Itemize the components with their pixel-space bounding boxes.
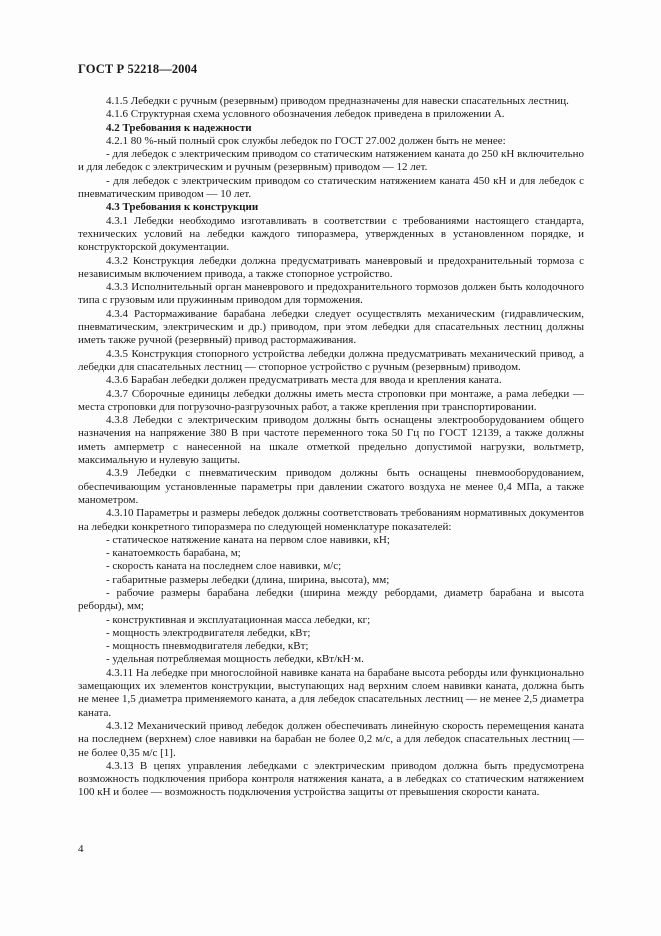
list-item: - мощность пневмодвигателя лебедки, кВт; — [106, 640, 309, 653]
section-heading: 4.2 Требования к надежности — [106, 121, 252, 134]
list-item: - для лебедок с электрическим приводом со статическим натяжением каната до 250 кН включительно и для лебедок с электрическим и ручным (резервным) приводом — 12 лет. — [78, 148, 584, 174]
paragraph: 4.3.8 Лебедки с электрическим приводом должны быть оснащены электрооборудованием общего назначения на напряжение 380 В при частоте переменного тока 50 Гц по ГОСТ 12139, а также должны иметь амперметр с нанесенной на шкале отметкой предельно допустимой нагрузки, вольтметр, максимальную и нулевую защиты. — [78, 414, 584, 467]
paragraph: 4.3.1 Лебедки необходимо изготавливать в соответствии с требованиями настоящего стандарта, технических условий на лебедки каждого типоразмера, утвержденных в установленном порядке, и конструкторской документации. — [78, 214, 584, 254]
list-item: - габаритные размеры лебедки (длина, ширина, высота), мм; — [106, 573, 390, 586]
paragraph: 4.3.10 Параметры и размеры лебедок должны соответствовать требованиям нормативных документов на лебедки конкретного типоразмера по следующей номенклатуре показателей: — [78, 507, 584, 533]
body-text — [78, 95, 584, 800]
list-item: - мощность электродвигателя лебедки, кВт; — [106, 626, 311, 639]
paragraph: 4.2.1 80 %-ный полный срок службы лебедок по ГОСТ 27.002 должен быть не менее: — [106, 134, 506, 147]
list-item: - рабочие размеры барабана лебедки (ширина между ребордами, диаметр барабана и высота реборды), мм; — [78, 586, 584, 613]
section-heading: 4.3 Требования к конструкции — [106, 201, 259, 214]
list-item: - статическое натяжение каната на первом слое навивки, кН; — [106, 533, 390, 546]
page-number: 4 — [78, 843, 84, 855]
paragraph: 4.1.5 Лебедки с ручным (резервным) приводом предназначены для навески спасательных лестниц. — [106, 95, 569, 107]
paragraph: 4.3.11 На лебедке при многослойной навивке каната на барабане высота реборды или функционально замещающих их элементов конструкции, выступающих над верхним слоем навивки каната, должна быть не менее 1,5 диаметра применяемого каната, а для лебедок спасательных лестниц — не менее 2,5 диаметра каната. — [78, 666, 584, 719]
paragraph: 4.3.2 Конструкция лебедки должна предусматривать маневровый и предохранительный тормоза с независимым включением привода, а также стопорное устройство. — [78, 254, 584, 280]
paragraph: 4.3.7 Сборочные единицы лебедки должны иметь места строповки при монтаже, а рама лебедки — места строповки для погрузочно-разгрузочных работ, а также крепления при транспортировании. — [78, 387, 584, 413]
list-item: - канатоемкость барабана, м; — [106, 547, 241, 560]
paragraph: 4.3.4 Растормаживание барабана лебедки следует осуществлять механическим (гидравлическим, пневматическим, электрическим и др.) приводом, при этом лебедки для спасательных лестниц должны иметь также ручной (резервный) привод растормаживания. — [78, 307, 584, 347]
page-header: ГОСТ Р 52218—2004 — [78, 62, 198, 76]
paragraph: 4.3.13 В цепях управления лебедками с электрическим приводом должна быть предусмотрена возможность подключения прибора контроля натяжения каната, а в лебедках со статическим натяжением 100 кН и более — возможность подключения устройства защиты от превышения скорости каната. — [78, 759, 584, 799]
paragraph: 4.3.5 Конструкция стопорного устройства лебедки должна предусматривать механический привод, а лебедки для спасательных лестниц — стопорное устройство с ручным (резервным) приводом. — [78, 347, 584, 373]
paragraph: 4.3.6 Барабан лебедки должен предусматривать места для ввода и крепления каната. — [106, 374, 502, 387]
list-item: - удельная потребляемая мощность лебедки, кВт/кН·м. — [106, 653, 364, 666]
paragraph: 4.1.6 Структурная схема условного обозначения лебедок приведена в приложении А. — [106, 108, 505, 121]
list-item: - конструктивная и эксплуатационная масса лебедки, кг; — [106, 613, 371, 626]
paragraph: 4.3.12 Механический привод лебедок должен обеспечивать линейную скорость перемещения каната на последнем (верхнем) слое навивки на барабан не более 0,2 м/с, а для лебедок спасательных лестниц — не более 0,35 м/с [1]. — [78, 719, 584, 759]
paragraph: 4.3.3 Исполнительный орган маневрового и предохранительного тормозов должен быть колодочного типа с грузовым или пружинным приводом для торможения. — [78, 281, 584, 307]
list-item: - скорость каната на последнем слое навивки, м/с; — [106, 560, 342, 573]
list-item: - для лебедок с электрическим приводом со статическим натяжением каната 450 кН и для лебедок с пневматическим приводом — 10 лет. — [78, 174, 584, 201]
paragraph: 4.3.9 Лебедки с пневматическим приводом должны быть оснащены пневмооборудованием, обеспечивающим установленные параметры при давлении сжатого воздуха не менее 0,4 МПа, а также манометром. — [78, 467, 584, 506]
